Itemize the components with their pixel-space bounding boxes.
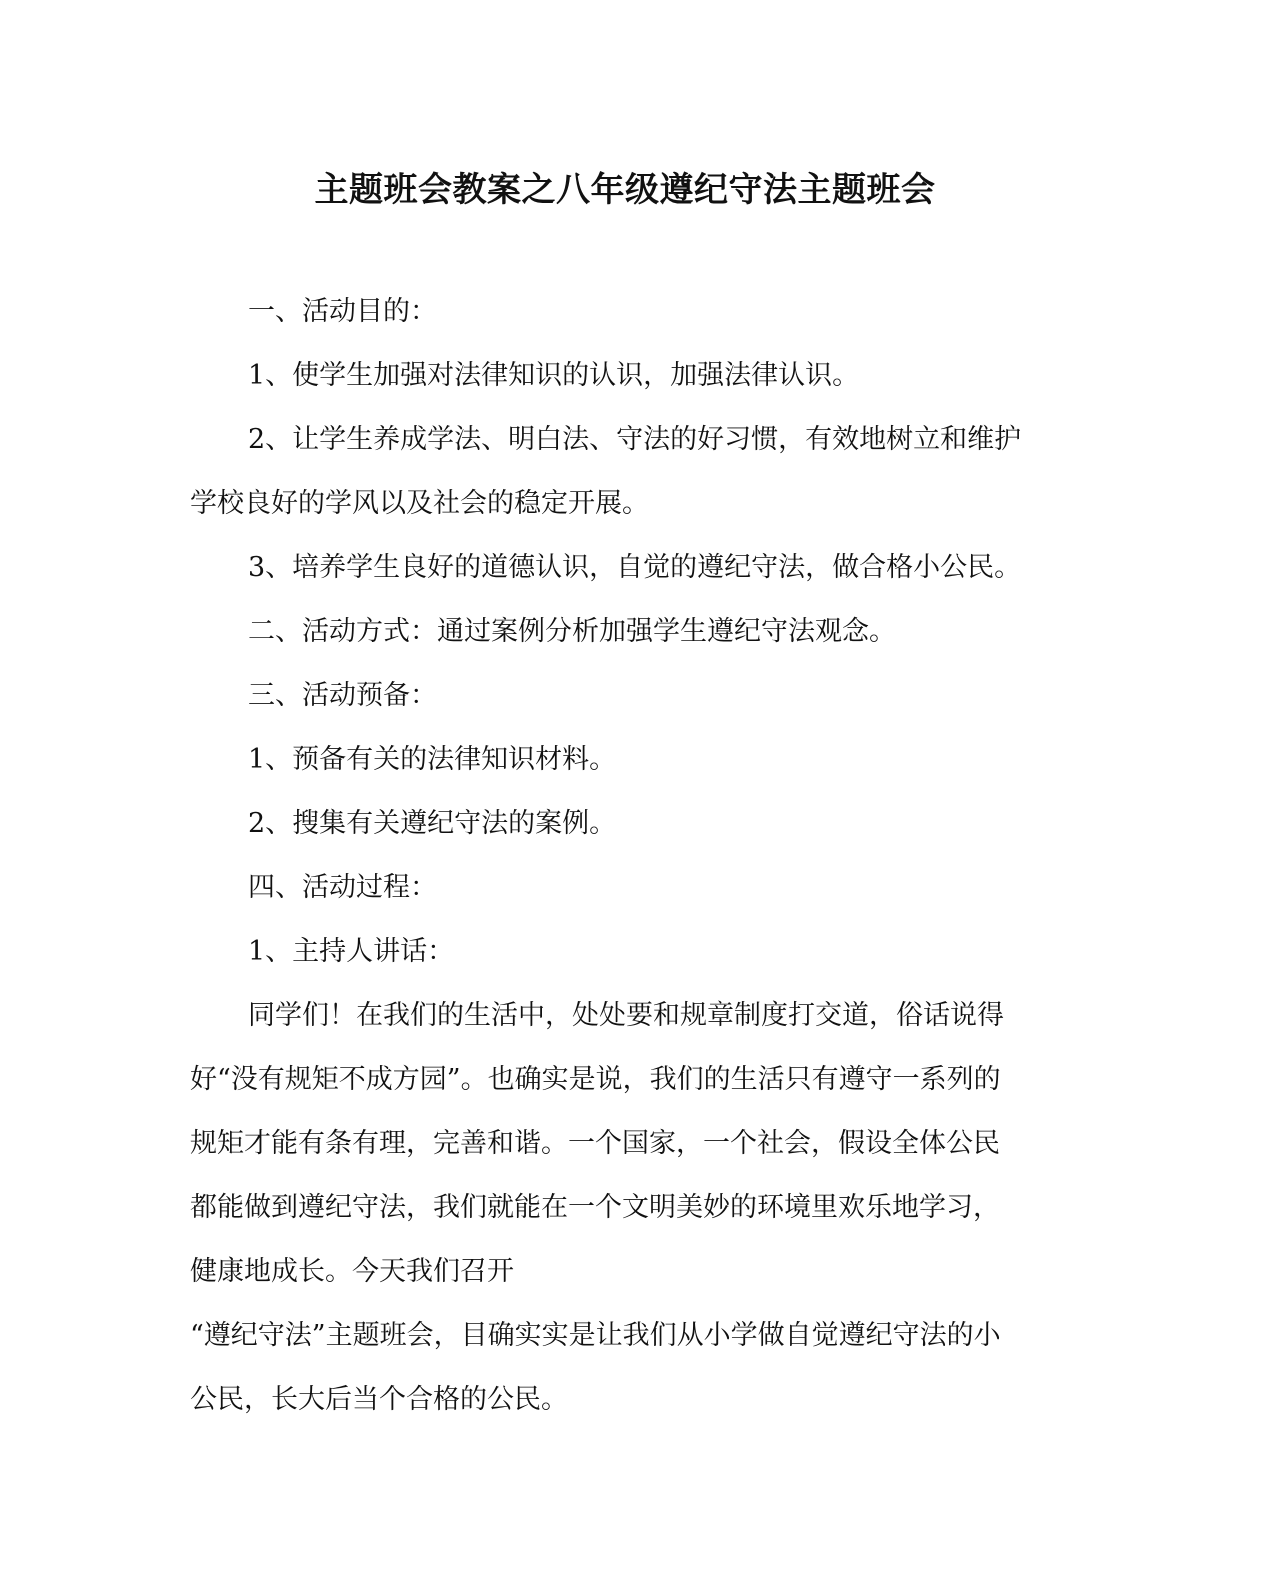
section-heading-preparation: 三、活动预备： [248, 680, 437, 711]
paragraph-line: 同学们！在我们的生活中，处处要和规章制度打交道，俗话说得 [248, 1000, 1004, 1031]
paragraph-line: 公民，长大后当个合格的公民。 [190, 1384, 568, 1415]
paragraph-line: 规矩才能有条有理，完善和谐。一个国家，一个社会，假设全体公民 [190, 1128, 1000, 1159]
paragraph-line: 健康地成长。今天我们召开 [190, 1256, 514, 1287]
paragraph-line: 好“没有规矩不成方园”。也确实是说，我们的生活只有遵守一系列的 [190, 1064, 1001, 1095]
section-heading-process: 四、活动过程： [248, 872, 437, 903]
list-item: 3、培养学生良好的道德认识，自觉的遵纪守法，做合格小公民。 [248, 552, 1022, 583]
list-item: 1、预备有关的法律知识材料。 [248, 744, 617, 775]
list-item: 1、使学生加强对法律知识的认识，加强法律认识。 [248, 360, 860, 391]
paragraph-line: “遵纪守法”主题班会，目确实实是让我们从小学做自觉遵纪守法的小 [190, 1320, 1001, 1351]
document-title: 主题班会教案之八年级遵纪守法主题班会 [314, 170, 936, 210]
list-item-continuation: 学校良好的学风以及社会的稳定开展。 [190, 488, 649, 519]
section-heading-method: 二、活动方式：通过案例分析加强学生遵纪守法观念。 [248, 616, 896, 647]
document-body [190, 280, 1070, 1432]
paragraph-line: 都能做到遵纪守法，我们就能在一个文明美妙的环境里欢乐地学习， [190, 1192, 1000, 1223]
list-item: 1、主持人讲话： [248, 936, 455, 967]
section-heading-purpose: 一、活动目的： [248, 296, 437, 327]
list-item: 2、让学生养成学法、明白法、守法的好习惯，有效地树立和维护 [248, 424, 1022, 455]
list-item: 2、搜集有关遵纪守法的案例。 [248, 808, 617, 839]
